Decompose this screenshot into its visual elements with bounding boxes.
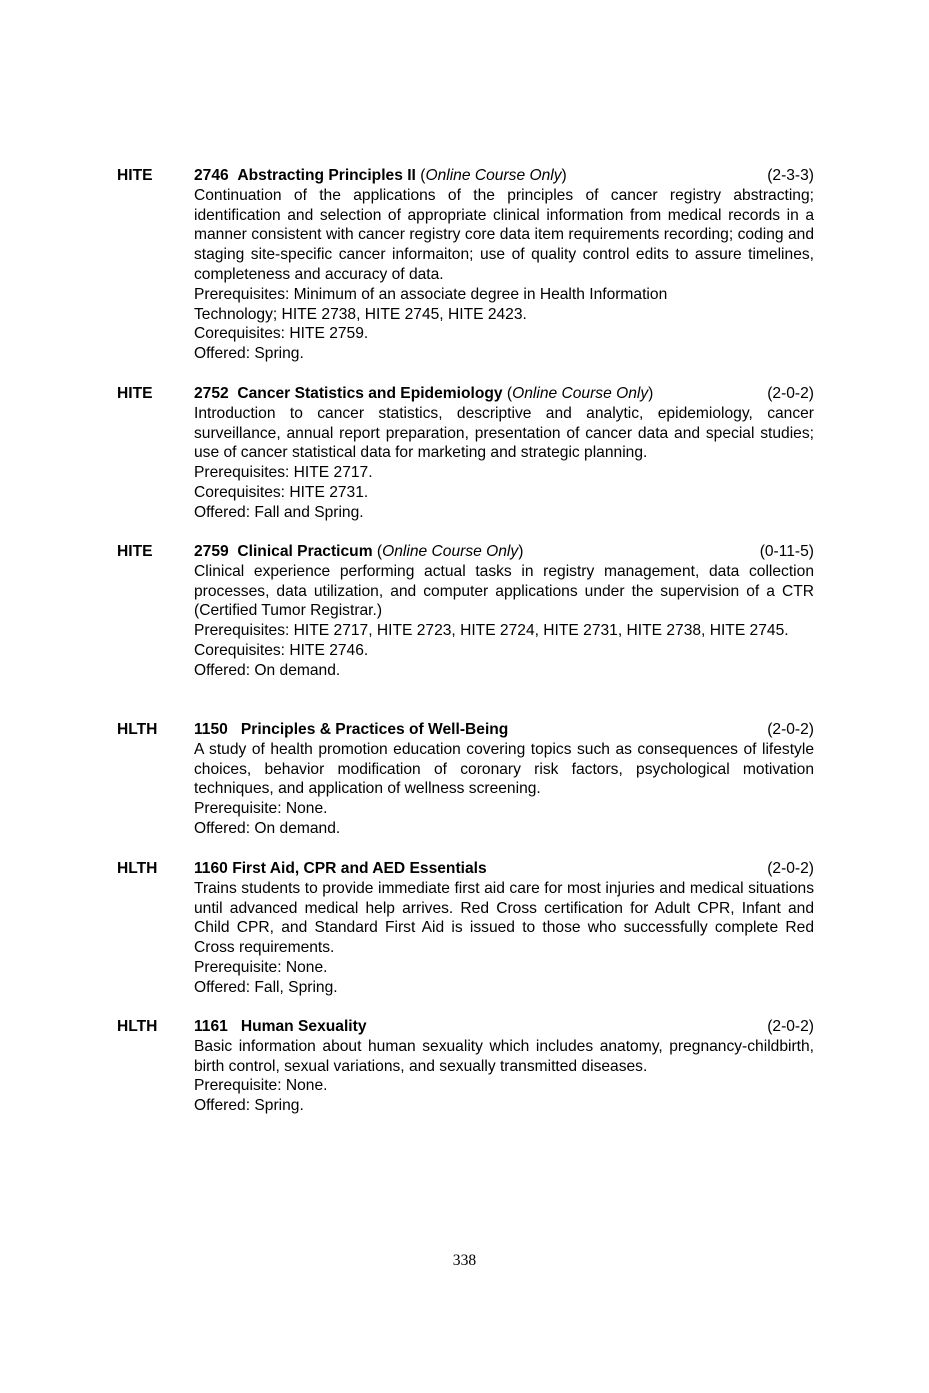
course-offered: Offered: On demand.	[194, 819, 341, 837]
course-format-note: (Online Course Only)	[420, 167, 567, 184]
course-description: Continuation of the applications of the principles of cancer registry abstracting; identification and selection of appropriate clinical information from medical records in a manner consistent with cancer registry core data item requirements recording; coding and staging site-specific cancer informaiton; use of quality control edits to assure timelines, completeness and accuracy of data.	[194, 186, 814, 283]
course-prerequisites-continued: Technology; HITE 2738, HITE 2745, HITE 2423.	[194, 305, 527, 323]
course-description: Clinical experience performing actual tasks in registry management, data collection processes, data utilization, and computer applications under the supervision of a CTR (Certified Tumor Registrar.)	[194, 562, 814, 620]
course-number: 2746	[194, 167, 229, 184]
course-credits: (2-0-2)	[767, 1018, 814, 1035]
course-body	[194, 859, 814, 998]
course-body	[194, 166, 814, 364]
course-heading	[194, 542, 814, 562]
course-credits: (2-0-2)	[767, 860, 814, 877]
course-title: Clinical Practicum	[237, 543, 373, 560]
course-body	[194, 384, 814, 523]
course-offered: Offered: Fall and Spring.	[194, 503, 364, 521]
course-offered: Offered: Spring.	[194, 345, 304, 363]
course-corequisites: Corequisites: HITE 2731.	[194, 483, 369, 501]
course-offered: Offered: Fall, Spring.	[194, 978, 338, 996]
course-credits: (0-11-5)	[759, 543, 814, 560]
course-entry	[117, 720, 814, 839]
course-corequisites: Corequisites: HITE 2746.	[194, 641, 369, 659]
course-title: Principles & Practices of Well-Being	[240, 721, 509, 738]
course-heading	[194, 166, 814, 186]
course-title: Cancer Statistics and Epidemiology	[237, 385, 503, 402]
course-entry	[117, 166, 814, 364]
course-prerequisites: Prerequisites: HITE 2717.	[194, 464, 373, 482]
course-entry	[117, 384, 814, 523]
course-prerequisites: Prerequisite: None.	[194, 1077, 328, 1095]
course-offered: Offered: Spring.	[194, 1097, 304, 1115]
course-credits: (2-0-2)	[767, 721, 814, 738]
course-department: HLTH	[117, 860, 158, 877]
course-entry	[117, 1017, 814, 1116]
course-credits: (2-3-3)	[767, 167, 814, 184]
course-offered: Offered: On demand.	[194, 661, 341, 679]
course-department: HLTH	[117, 721, 158, 738]
course-body	[194, 542, 814, 681]
course-prerequisites: Prerequisites: HITE 2717, HITE 2723, HITE 2724, HITE 2731, HITE 2738, HITE 2745.	[194, 622, 789, 640]
course-number: 2759	[194, 543, 229, 560]
course-title: First Aid, CPR and AED Essentials	[232, 860, 487, 877]
course-heading	[194, 859, 814, 879]
course-number: 2752	[194, 385, 229, 402]
course-body	[194, 720, 814, 839]
course-number: 1150	[194, 721, 228, 738]
course-description: Trains students to provide immediate first aid care for most injuries and medical situations until advanced medical help arrives. Red Cross certification for Adult CPR, Infant and Child CPR, and Standard First Aid is issued to those who successfully complete Red Cross requirements.	[194, 879, 814, 957]
course-number: 1161	[194, 1018, 228, 1035]
page-number: 338	[452, 1252, 477, 1269]
course-department: HITE	[117, 543, 153, 560]
course-credits: (2-0-2)	[767, 385, 814, 402]
course-description: Basic information about human sexuality which includes anatomy, pregnancy-childbirth, birth control, sexual variations, and sexually transmitted diseases.	[194, 1037, 814, 1075]
course-description: A study of health promotion education covering topics such as consequences of lifestyle choices, behavior modification of coronary risk factors, psychological motivation techniques, and application of wellness screening.	[194, 740, 814, 798]
course-department: HITE	[117, 167, 153, 184]
course-department: HLTH	[117, 1018, 158, 1035]
course-heading	[194, 384, 814, 404]
course-description: Introduction to cancer statistics, descriptive and analytic, epidemiology, cancer surveillance, annual report preparation, presentation of cancer data and special studies; use of cancer statistical data for marketing and strategic planning.	[194, 404, 814, 462]
course-format-note: (Online Course Only)	[506, 385, 654, 402]
course-number: 1160	[194, 860, 228, 877]
course-prerequisites: Prerequisite: None.	[194, 800, 328, 818]
course-entry	[117, 859, 814, 998]
course-title: Abstracting Principles II	[237, 167, 416, 184]
course-entry	[117, 542, 814, 681]
course-department: HITE	[117, 385, 153, 402]
course-body	[194, 1017, 814, 1116]
course-prerequisites: Prerequisite: None.	[194, 958, 328, 976]
course-corequisites: Corequisites: HITE 2759.	[194, 325, 369, 343]
course-format-note: (Online Course Only)	[376, 543, 524, 560]
course-title: Human Sexuality	[240, 1018, 367, 1035]
course-heading	[194, 720, 814, 740]
course-prerequisites: Prerequisites: Minimum of an associate degree in Health Information	[194, 285, 668, 303]
course-heading	[194, 1017, 814, 1037]
